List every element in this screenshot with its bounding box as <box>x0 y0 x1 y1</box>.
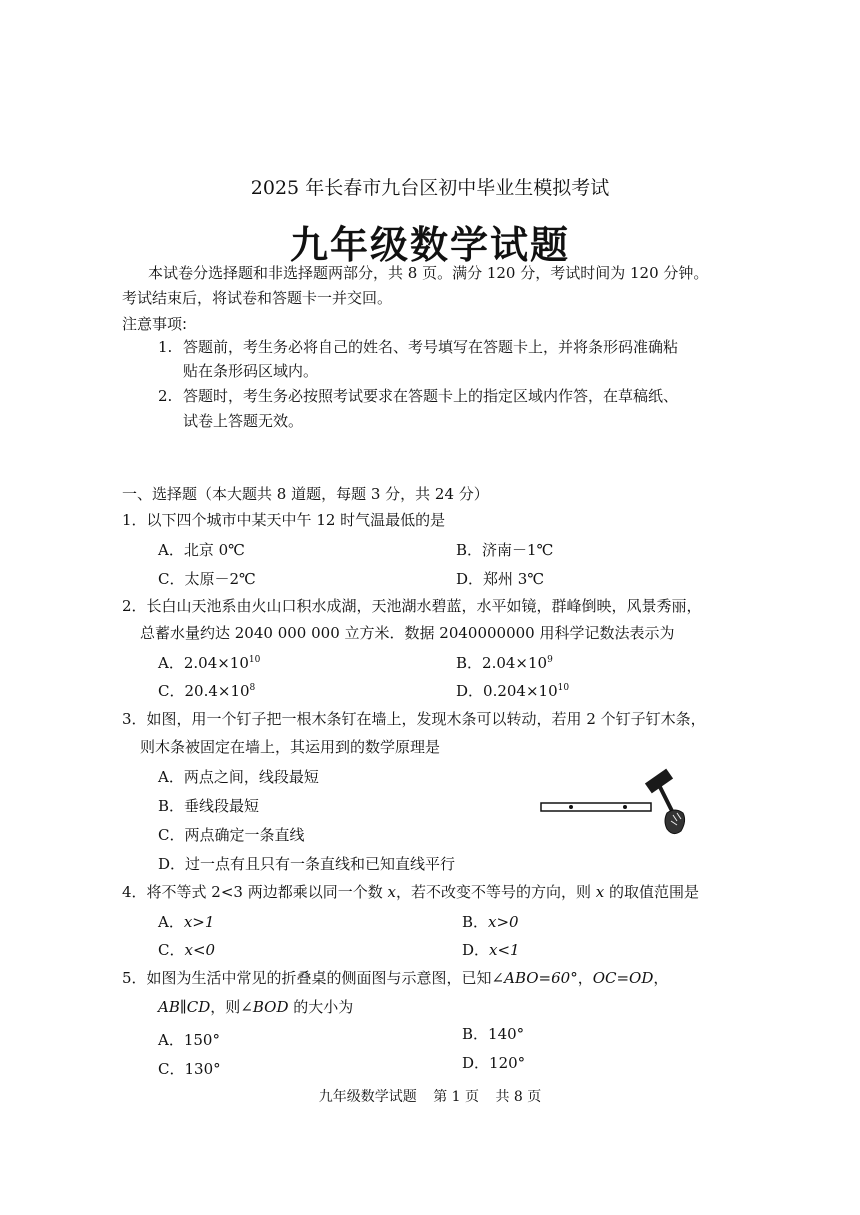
note-2-line-1: 答题时，考生务必按照考试要求在答题卡上的指定区域内作答，在草稿纸、 <box>183 387 679 405</box>
notes-heading: 注意事项: <box>122 315 188 333</box>
q2-option-a <box>158 653 260 673</box>
note-2-line-2: 试卷上答题无效。 <box>183 412 304 430</box>
q5-stem2-par: AB∥CD <box>158 998 211 1016</box>
q4-option-c-expr: x<0 <box>184 941 216 959</box>
note-2-number: 2. <box>158 387 173 405</box>
q4-stem <box>122 882 699 902</box>
nail-2 <box>623 805 627 809</box>
q4-stem-pre: 4．将不等式 2<3 两边都乘以同一个数 <box>122 883 388 901</box>
main-title: 九年级数学试题 <box>289 222 570 267</box>
nail-1 <box>569 805 573 809</box>
q5-option-b: B．140° <box>462 1025 525 1043</box>
q3-option-a: A．两点之间，线段最短 <box>158 768 319 786</box>
q1-stem: 1．以下四个城市中某天中午 12 时气温最低的是 <box>122 511 446 529</box>
q2-option-d <box>456 681 569 701</box>
q4-option-d-expr: x<1 <box>489 941 520 959</box>
q5-stem-line-2 <box>158 997 353 1017</box>
q5-option-d: D．120° <box>462 1054 526 1072</box>
q5-stem1-pre: 5．如图为生活中常见的折叠桌的侧面图与示意图，已知 <box>122 969 492 987</box>
q5-stem-line-1 <box>122 968 668 988</box>
q4-option-a-label: A． <box>158 913 184 931</box>
q3-stem-line-1: 3．如图，用一个钉子把一根木条钉在墙上，发现木条可以转动，若用 2 个钉子钉木条， <box>122 710 706 728</box>
q3-figure <box>535 765 715 845</box>
q2-option-c-label: C． <box>158 682 185 700</box>
q4-option-b-expr: x>0 <box>488 913 519 931</box>
q1-option-a: A．北京 0℃ <box>158 541 245 559</box>
q5-option-a: A．150° <box>158 1031 220 1049</box>
intro-line-1: 本试卷分选择题和非选择题两部分，共 8 页。满分 120 分，考试时间为 120 分钟。 <box>148 264 709 282</box>
q4-option-a-expr: x>1 <box>183 913 215 931</box>
q2-stem-line-1: 2．长白山天池系由火山口积水成湖，天池湖水碧蓝，水平如镜，群峰倒映，风景秀丽， <box>122 597 702 615</box>
q5-stem2-end: 的大小为 <box>288 998 354 1016</box>
wooden-strip <box>541 803 651 811</box>
q4-option-c <box>158 940 215 960</box>
q5-stem2-angle: ∠BOD <box>240 998 289 1016</box>
q2-option-c <box>158 681 255 701</box>
q5-stem2-mid: ，则 <box>210 998 241 1016</box>
q5-stem1-angle: ∠ABO=60° <box>491 969 578 987</box>
q4-stem-mid: ，若不改变不等号的方向，则 <box>395 883 596 901</box>
q2-option-d-exponent: 10 <box>557 683 570 693</box>
q5-stem1-end: ， <box>653 969 669 987</box>
q2-option-c-base: 20.4×10 <box>184 682 250 700</box>
q2-option-b <box>456 653 553 673</box>
q4-option-b <box>462 912 519 932</box>
q2-option-d-label: D． <box>456 682 484 700</box>
q4-option-d <box>462 940 520 960</box>
q3-option-c: C．两点确定一条直线 <box>158 826 305 844</box>
section-1-heading: 一、选择题（本大题共 8 道题，每题 3 分，共 24 分） <box>122 485 489 503</box>
q2-option-a-base: 2.04×10 <box>183 654 249 672</box>
footer-title: 九年级数学试题 <box>318 1089 417 1105</box>
q4-option-c-label: C． <box>158 941 185 959</box>
q3-option-b: B．垂线段最短 <box>158 797 260 815</box>
q3-option-d: D．过一点有且只有一条直线和已知直线平行 <box>158 855 456 873</box>
q2-option-a-label: A． <box>158 654 184 672</box>
exam-title: 2025 年长春市九台区初中毕业生模拟考试 <box>250 177 610 199</box>
q4-stem-post: 的取值范围是 <box>604 883 700 901</box>
note-1-line-2: 贴在条形码区域内。 <box>183 362 319 380</box>
q2-option-c-exponent: 8 <box>249 683 256 693</box>
q4-option-d-label: D． <box>462 941 490 959</box>
footer-page-number: 第 1 页 <box>433 1089 479 1105</box>
q4-option-a <box>158 912 214 932</box>
q5-option-c: C．130° <box>158 1060 221 1078</box>
q4-option-b-label: B． <box>462 913 489 931</box>
q5-stem1-eq: OC=OD <box>592 969 654 987</box>
intro-line-2: 考试结束后，将试卷和答题卡一并交回。 <box>122 289 393 307</box>
q4-stem-var: x <box>387 883 396 901</box>
q2-option-b-base: 2.04×10 <box>482 654 548 672</box>
footer-total-pages: 共 8 页 <box>495 1089 542 1105</box>
q2-option-b-exponent: 9 <box>547 655 553 665</box>
q1-option-d: D．郑州 3℃ <box>456 570 545 588</box>
q4-stem-var-2: x <box>595 883 605 901</box>
q5-stem1-sep: ， <box>577 969 593 987</box>
hammer-hand-icon <box>645 769 685 834</box>
q2-option-a-exponent: 10 <box>248 655 261 665</box>
q2-option-b-label: B． <box>456 654 483 672</box>
q1-option-b: B．济南－1℃ <box>456 541 554 559</box>
q3-stem-line-2: 则木条被固定在墙上，其运用到的数学原理是 <box>140 738 441 756</box>
note-1-number: 1. <box>158 338 173 356</box>
note-1-line-1: 答题前，考生务必将自己的姓名、考号填写在答题卡上，并将条形码准确粘 <box>183 338 679 356</box>
q2-stem-line-2: 总蓄水量约达 2040 000 000 立方米．数据 2040000000 用科学记数法表示为 <box>140 624 675 642</box>
q1-option-c: C．太原－2℃ <box>158 570 256 588</box>
page-footer <box>0 1086 860 1106</box>
q2-option-d-base: 0.204×10 <box>483 682 558 700</box>
